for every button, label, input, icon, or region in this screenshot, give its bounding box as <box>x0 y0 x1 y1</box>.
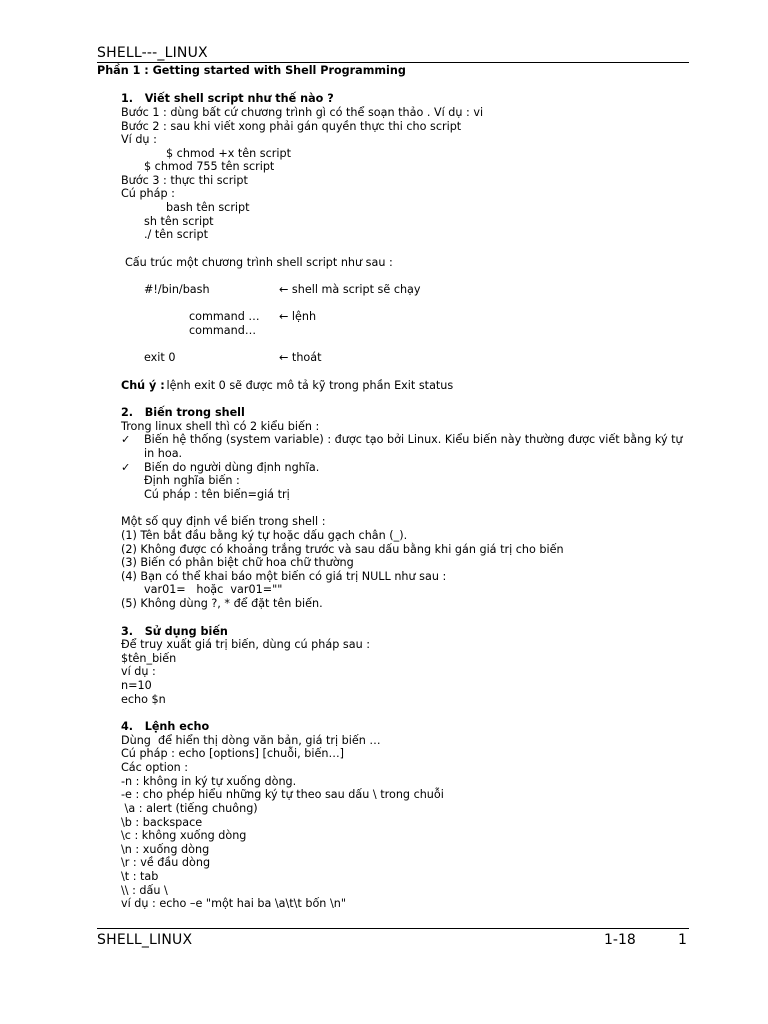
text-line: $tên_biến <box>121 652 177 665</box>
footer-page-range: 1-18 <box>604 932 636 948</box>
text-line: Một số quy định về biến trong shell : <box>121 515 326 528</box>
text-line: #!/bin/bash <box>144 283 210 296</box>
header-rule <box>97 62 689 63</box>
text-line: ← lệnh <box>279 310 317 323</box>
text-line: Ví dụ : <box>121 133 157 146</box>
text-line: ✓ <box>121 433 131 446</box>
text-line: \r : về đầu dòng <box>121 856 211 869</box>
text-line: \c : không xuống dòng <box>121 829 247 842</box>
text-line: 3. Sử dụng biến <box>121 625 228 638</box>
text-line: Biến hệ thống (system variable) : được tạo bởi Linux. Kiểu biến này thường được viết bằng ký tự <box>144 433 683 446</box>
text-line: echo $n <box>121 693 166 706</box>
text-line: (4) Bạn có thể khai báo một biến có giá trị NULL như sau : <box>121 570 447 583</box>
text-line: Các option : <box>121 761 189 774</box>
footer-title: SHELL_LINUX <box>97 932 193 948</box>
text-line: 1. Viết shell script như thế nào ? <box>121 92 334 105</box>
text-line: \\ : dấu \ <box>121 884 168 897</box>
text-line: in hoa. <box>144 447 183 460</box>
text-line: Cú pháp : tên biến=giá trị <box>144 488 290 501</box>
text-line: Cấu trúc một chương trình shell script như sau : <box>125 256 393 269</box>
text-line: ví dụ : <box>121 665 156 678</box>
text-line: Trong linux shell thì có 2 kiểu biến : <box>121 420 320 433</box>
text-line: \t : tab <box>121 870 159 883</box>
text-line: (2) Không được có khoảng trắng trước và sau dấu bằng khi gán giá trị cho biến <box>121 543 564 556</box>
text-line: \b : backspace <box>121 816 203 829</box>
text-line: -e : cho phép hiểu những ký tự theo sau dấu \ trong chuỗi <box>121 788 444 801</box>
header-title: SHELL---_LINUX <box>97 45 208 61</box>
footer-page-number: 1 <box>678 932 687 948</box>
text-line: $ chmod +x tên script <box>166 147 291 160</box>
footer-rule <box>97 928 689 929</box>
text-line: Bước 3 : thực thi script <box>121 174 248 187</box>
text-line: ./ tên script <box>144 228 208 241</box>
text-line: Biến do người dùng định nghĩa. <box>144 461 320 474</box>
text-line: Cú pháp : <box>121 187 175 200</box>
text-line: (1) Tên bắt đầu bằng ký tự hoặc dấu gạch chân (_). <box>121 529 408 542</box>
text-line: \n : xuống dòng <box>121 843 210 856</box>
header-subtitle: Phần 1 : Getting started with Shell Programming <box>97 64 406 77</box>
text-line: Cú pháp : echo [options] [chuỗi, biến…] <box>121 747 345 760</box>
text-line: ✓ <box>121 461 131 474</box>
text-line: Chú ý : <box>121 379 165 392</box>
text-line: \a : alert (tiếng chuông) <box>121 802 258 815</box>
text-line: ví dụ : echo –e "một hai ba \a\t\t bốn \n" <box>121 897 346 910</box>
text-line: Bước 2 : sau khi viết xong phải gán quyền thực thi cho script <box>121 120 462 133</box>
text-line: Bước 1 : dùng bất cứ chương trình gì có thể soạn thảo . Ví dụ : vi <box>121 106 484 119</box>
text-line: sh tên script <box>144 215 214 228</box>
text-line: $ chmod 755 tên script <box>144 160 275 173</box>
text-line: command… <box>189 324 257 337</box>
text-line: 4. Lệnh echo <box>121 720 210 733</box>
text-line: Định nghĩa biến : <box>144 474 240 487</box>
text-line: (5) Không dùng ?, * để đặt tên biến. <box>121 597 323 610</box>
text-line: Dùng để hiển thị dòng văn bản, giá trị biến … <box>121 734 381 747</box>
text-line: -n : không in ký tự xuống dòng. <box>121 775 297 788</box>
text-line: bash tên script <box>166 201 250 214</box>
text-line: n=10 <box>121 679 152 692</box>
text-line: ← thoát <box>279 351 322 364</box>
text-line: ← shell mà script sẽ chạy <box>279 283 421 296</box>
text-line: var01= hoặc var01="" <box>144 583 283 596</box>
text-line: command … <box>189 310 260 323</box>
text-line: exit 0 <box>144 351 176 364</box>
text-line: Để truy xuất giá trị biến, dùng cú pháp sau : <box>121 638 370 651</box>
text-line: 2. Biến trong shell <box>121 406 245 419</box>
text-line: lệnh exit 0 sẽ được mô tả kỹ trong phần Exit status <box>163 379 454 392</box>
text-line: (3) Biến có phân biệt chữ hoa chữ thường <box>121 556 354 569</box>
